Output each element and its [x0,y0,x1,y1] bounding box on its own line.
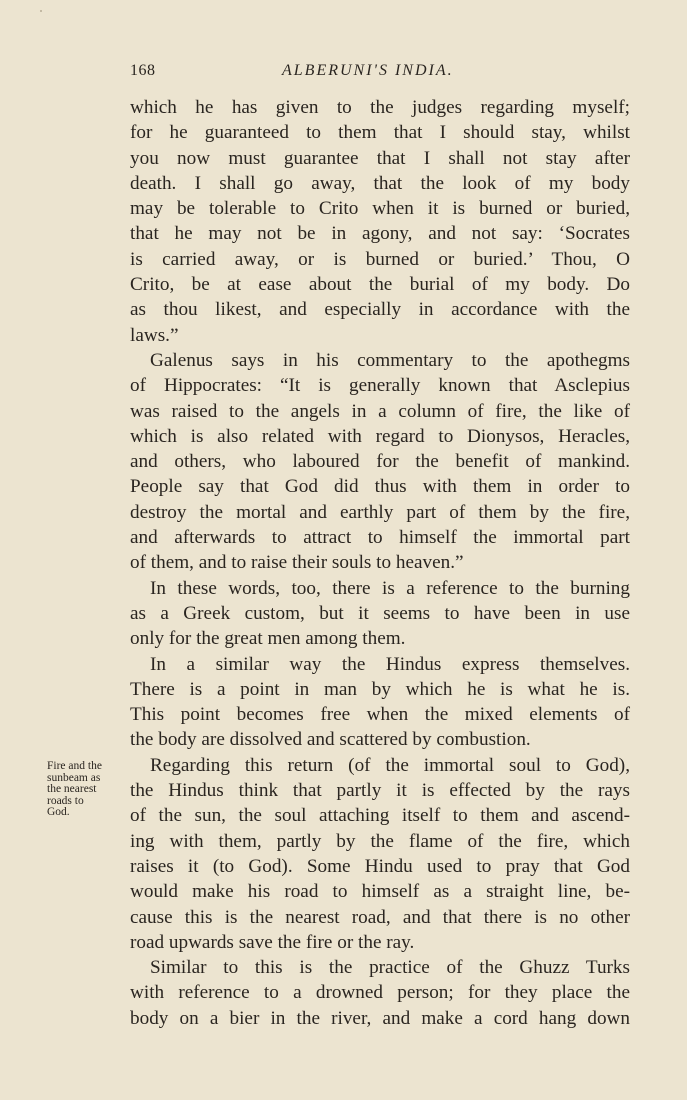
text-line: you now must guarantee that I shall not stay after [130,147,630,169]
paragraph-first-line: Similar to this is the practice of the Ghuzz Turks [150,957,630,979]
text-line: as thou likest, and especially in accordance with the [130,299,630,321]
marginal-note [47,761,127,819]
text-line: destroy the mortal and earthly part of them by the fire, [130,501,630,523]
text-line: This point becomes free when the mixed elements of [130,704,630,726]
page-number: 168 [130,62,156,79]
text-line: People say that God did thus with them in order to [130,476,630,498]
marginal-note-line: the nearest [47,783,97,795]
paragraph-first-line: In these words, too, there is a reference to the burning [150,577,630,599]
text-line: which is also related with regard to Dionysos, Heracles, [130,425,630,447]
paragraph-first-line: In a similar way the Hindus express themselves. [150,653,630,675]
text-line: of the sun, the soul attaching itself to them and ascend- [130,805,630,827]
text-line: Crito, be at ease about the burial of my body. Do [130,274,630,296]
text-line: of Hippocrates: “It is generally known that Asclepius [130,375,630,397]
text-line: body on a bier in the river, and make a cord hang down [130,1007,630,1029]
running-head [130,62,630,86]
text-line: death. I shall go away, that the look of my body [130,172,630,194]
text-line: may be tolerable to Crito when it is burned or buried, [130,198,630,220]
text-line: is carried away, or is burned or buried.’ Thou, O [130,248,630,270]
text-line: only for the great men among them. [130,628,406,650]
text-line: the body are dissolved and scattered by combustion. [130,729,531,751]
running-title: ALBERUNI'S INDIA. [282,62,454,79]
text-line: and others, who laboured for the benefit of mankind. [130,451,630,473]
text-line: which he has given to the judges regarding myself; [130,97,630,118]
marginal-note-line: God. [47,806,70,818]
text-line: road upwards save the fire or the ray. [130,931,415,953]
paper-speck [40,10,42,12]
text-line: raises it (to God). Some Hindu used to pray that God [130,855,630,877]
text-line: for he guaranteed to them that I should stay, whilst [130,122,630,144]
text-line: ing with them, partly by the flame of the fire, which [130,830,630,852]
text-line: was raised to the angels in a column of fire, the like of [130,400,630,422]
marginal-note-line: sunbeam as [47,771,101,784]
paragraph-first-line: Galenus says in his commentary to the apothegms [150,349,630,371]
text-line: the Hindus think that partly it is effected by the rays [130,780,630,802]
text-line: that he may not be in agony, and not say: ‘Socrates [130,223,630,245]
text-line: would make his road to himself as a straight line, be- [130,881,630,903]
main-text [130,95,630,1031]
text-line: There is a point in man by which he is what he is. [130,678,630,700]
marginal-note-line: roads to [47,794,84,807]
text-line: cause this is the nearest road, and that there is no other [130,906,630,928]
marginal-note-line: Fire and the [47,760,102,772]
text-line: of them, and to raise their souls to heaven.” [130,552,464,574]
text-line: with reference to a drowned person; for they place the [130,982,630,1004]
text-line: as a Greek custom, but it seems to have been in use [130,602,630,624]
paragraph-first-line: Regarding this return (of the immortal soul to God), [150,754,630,776]
text-line: and afterwards to attract to himself the immortal part [130,527,630,549]
text-line: laws.” [130,324,179,346]
